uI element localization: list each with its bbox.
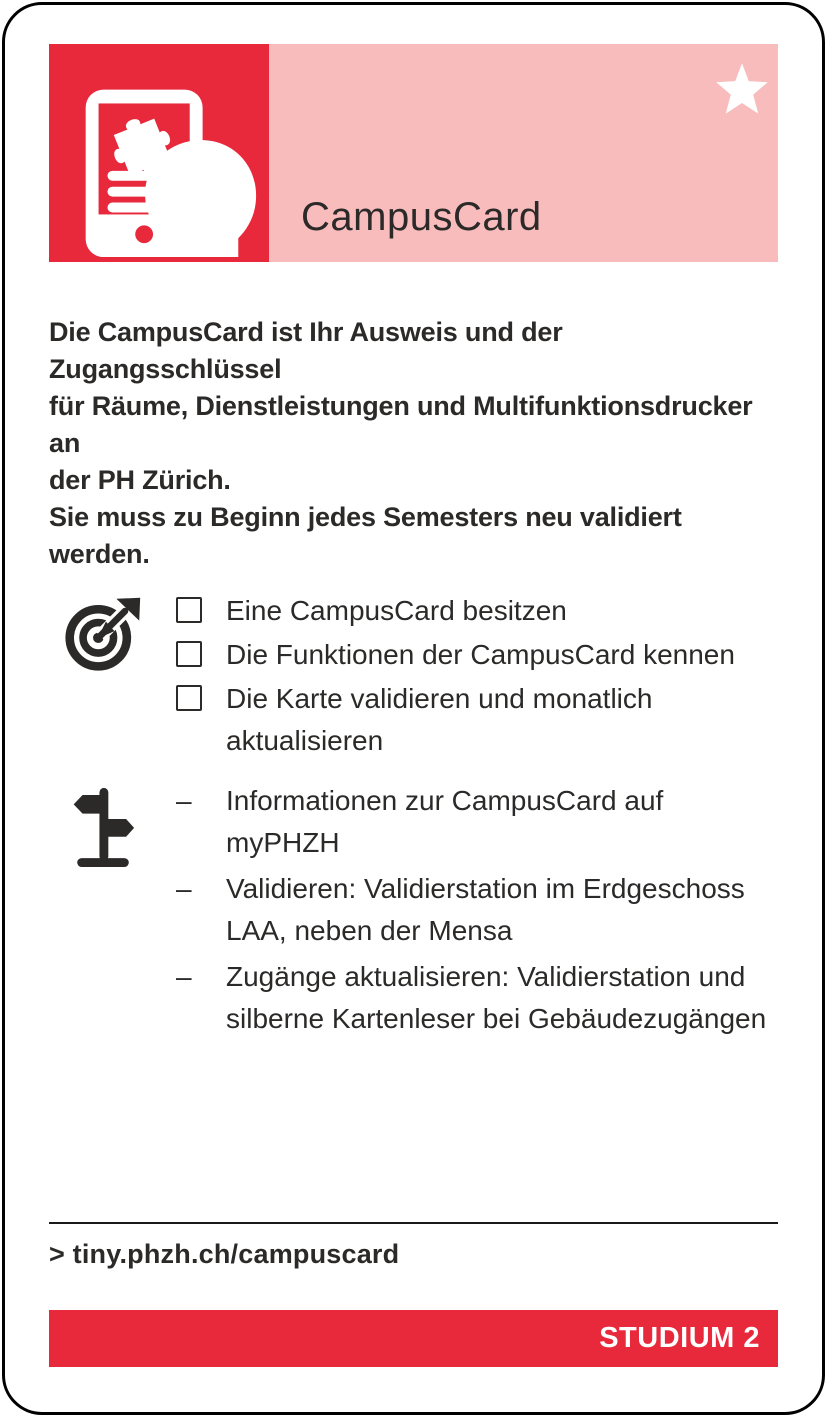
directions-section	[49, 780, 778, 1044]
goal-checkbox[interactable]	[176, 641, 202, 667]
dash-bullet: –	[176, 785, 192, 816]
direction-text-line: silberne Kartenleser bei Gebäudezugängen	[226, 1003, 767, 1034]
goal-checkbox[interactable]	[176, 685, 202, 711]
goal-text-line: Die Funktionen der CampusCard kennen	[226, 639, 735, 670]
card-header	[49, 44, 778, 262]
divider-line	[49, 1222, 778, 1224]
card-bottom	[49, 1222, 778, 1367]
direction-text	[226, 956, 766, 1040]
signpost-icon	[71, 784, 135, 870]
campus-card	[2, 2, 825, 1415]
goal-text	[226, 634, 735, 676]
goals-icon-cell	[49, 590, 176, 764]
goal-item	[176, 678, 778, 762]
direction-text	[226, 780, 663, 864]
goal-item	[176, 634, 778, 676]
goals-section	[49, 590, 778, 764]
direction-item	[176, 956, 778, 1040]
dash-bullet: –	[176, 961, 192, 992]
directions-icon-cell	[49, 780, 176, 1044]
directions-list	[176, 780, 778, 1044]
direction-text-line: LAA, neben der Mensa	[226, 915, 513, 946]
goal-text-line: Die Karte validieren und monatlich	[226, 683, 653, 714]
shortlink[interactable]: > tiny.phzh.ch/campuscard	[49, 1239, 400, 1269]
header-banner	[269, 44, 778, 262]
star-icon	[714, 62, 770, 116]
page-title: CampusCard	[301, 195, 542, 239]
direction-text-line: Validieren: Validierstation im Erdgeschoss	[226, 873, 745, 904]
category-bar	[49, 1310, 778, 1367]
intro-line: Die CampusCard ist Ihr Ausweis und der Zugangsschlüssel	[49, 317, 563, 384]
goal-text	[226, 590, 567, 632]
goal-text-line: Eine CampusCard besitzen	[226, 595, 567, 626]
header-tile	[49, 44, 269, 262]
dash-bullet: –	[176, 873, 192, 904]
goal-text	[226, 678, 652, 762]
goals-list	[176, 590, 778, 764]
intro-line: für Räume, Dienstleistungen und Multifunktionsdrucker an	[49, 391, 753, 458]
goal-text-line: aktualisieren	[226, 725, 384, 756]
direction-text	[226, 868, 745, 952]
direction-text-line: myPHZH	[226, 827, 340, 858]
goal-checkbox[interactable]	[176, 597, 202, 623]
goal-item	[176, 590, 778, 632]
phone-puzzle-head-icon	[49, 44, 269, 262]
intro-line: Sie muss zu Beginn jedes Semesters neu validiert werden.	[49, 502, 682, 569]
direction-text-line: Informationen zur CampusCard auf	[226, 785, 664, 816]
direction-item	[176, 780, 778, 864]
direction-item	[176, 868, 778, 952]
direction-text-line: Zugänge aktualisieren: Validierstation und	[226, 961, 746, 992]
category-label: STUDIUM 2	[599, 1322, 760, 1354]
intro-line: der PH Zürich.	[49, 465, 231, 495]
target-icon	[64, 592, 144, 676]
intro-text	[49, 314, 778, 573]
